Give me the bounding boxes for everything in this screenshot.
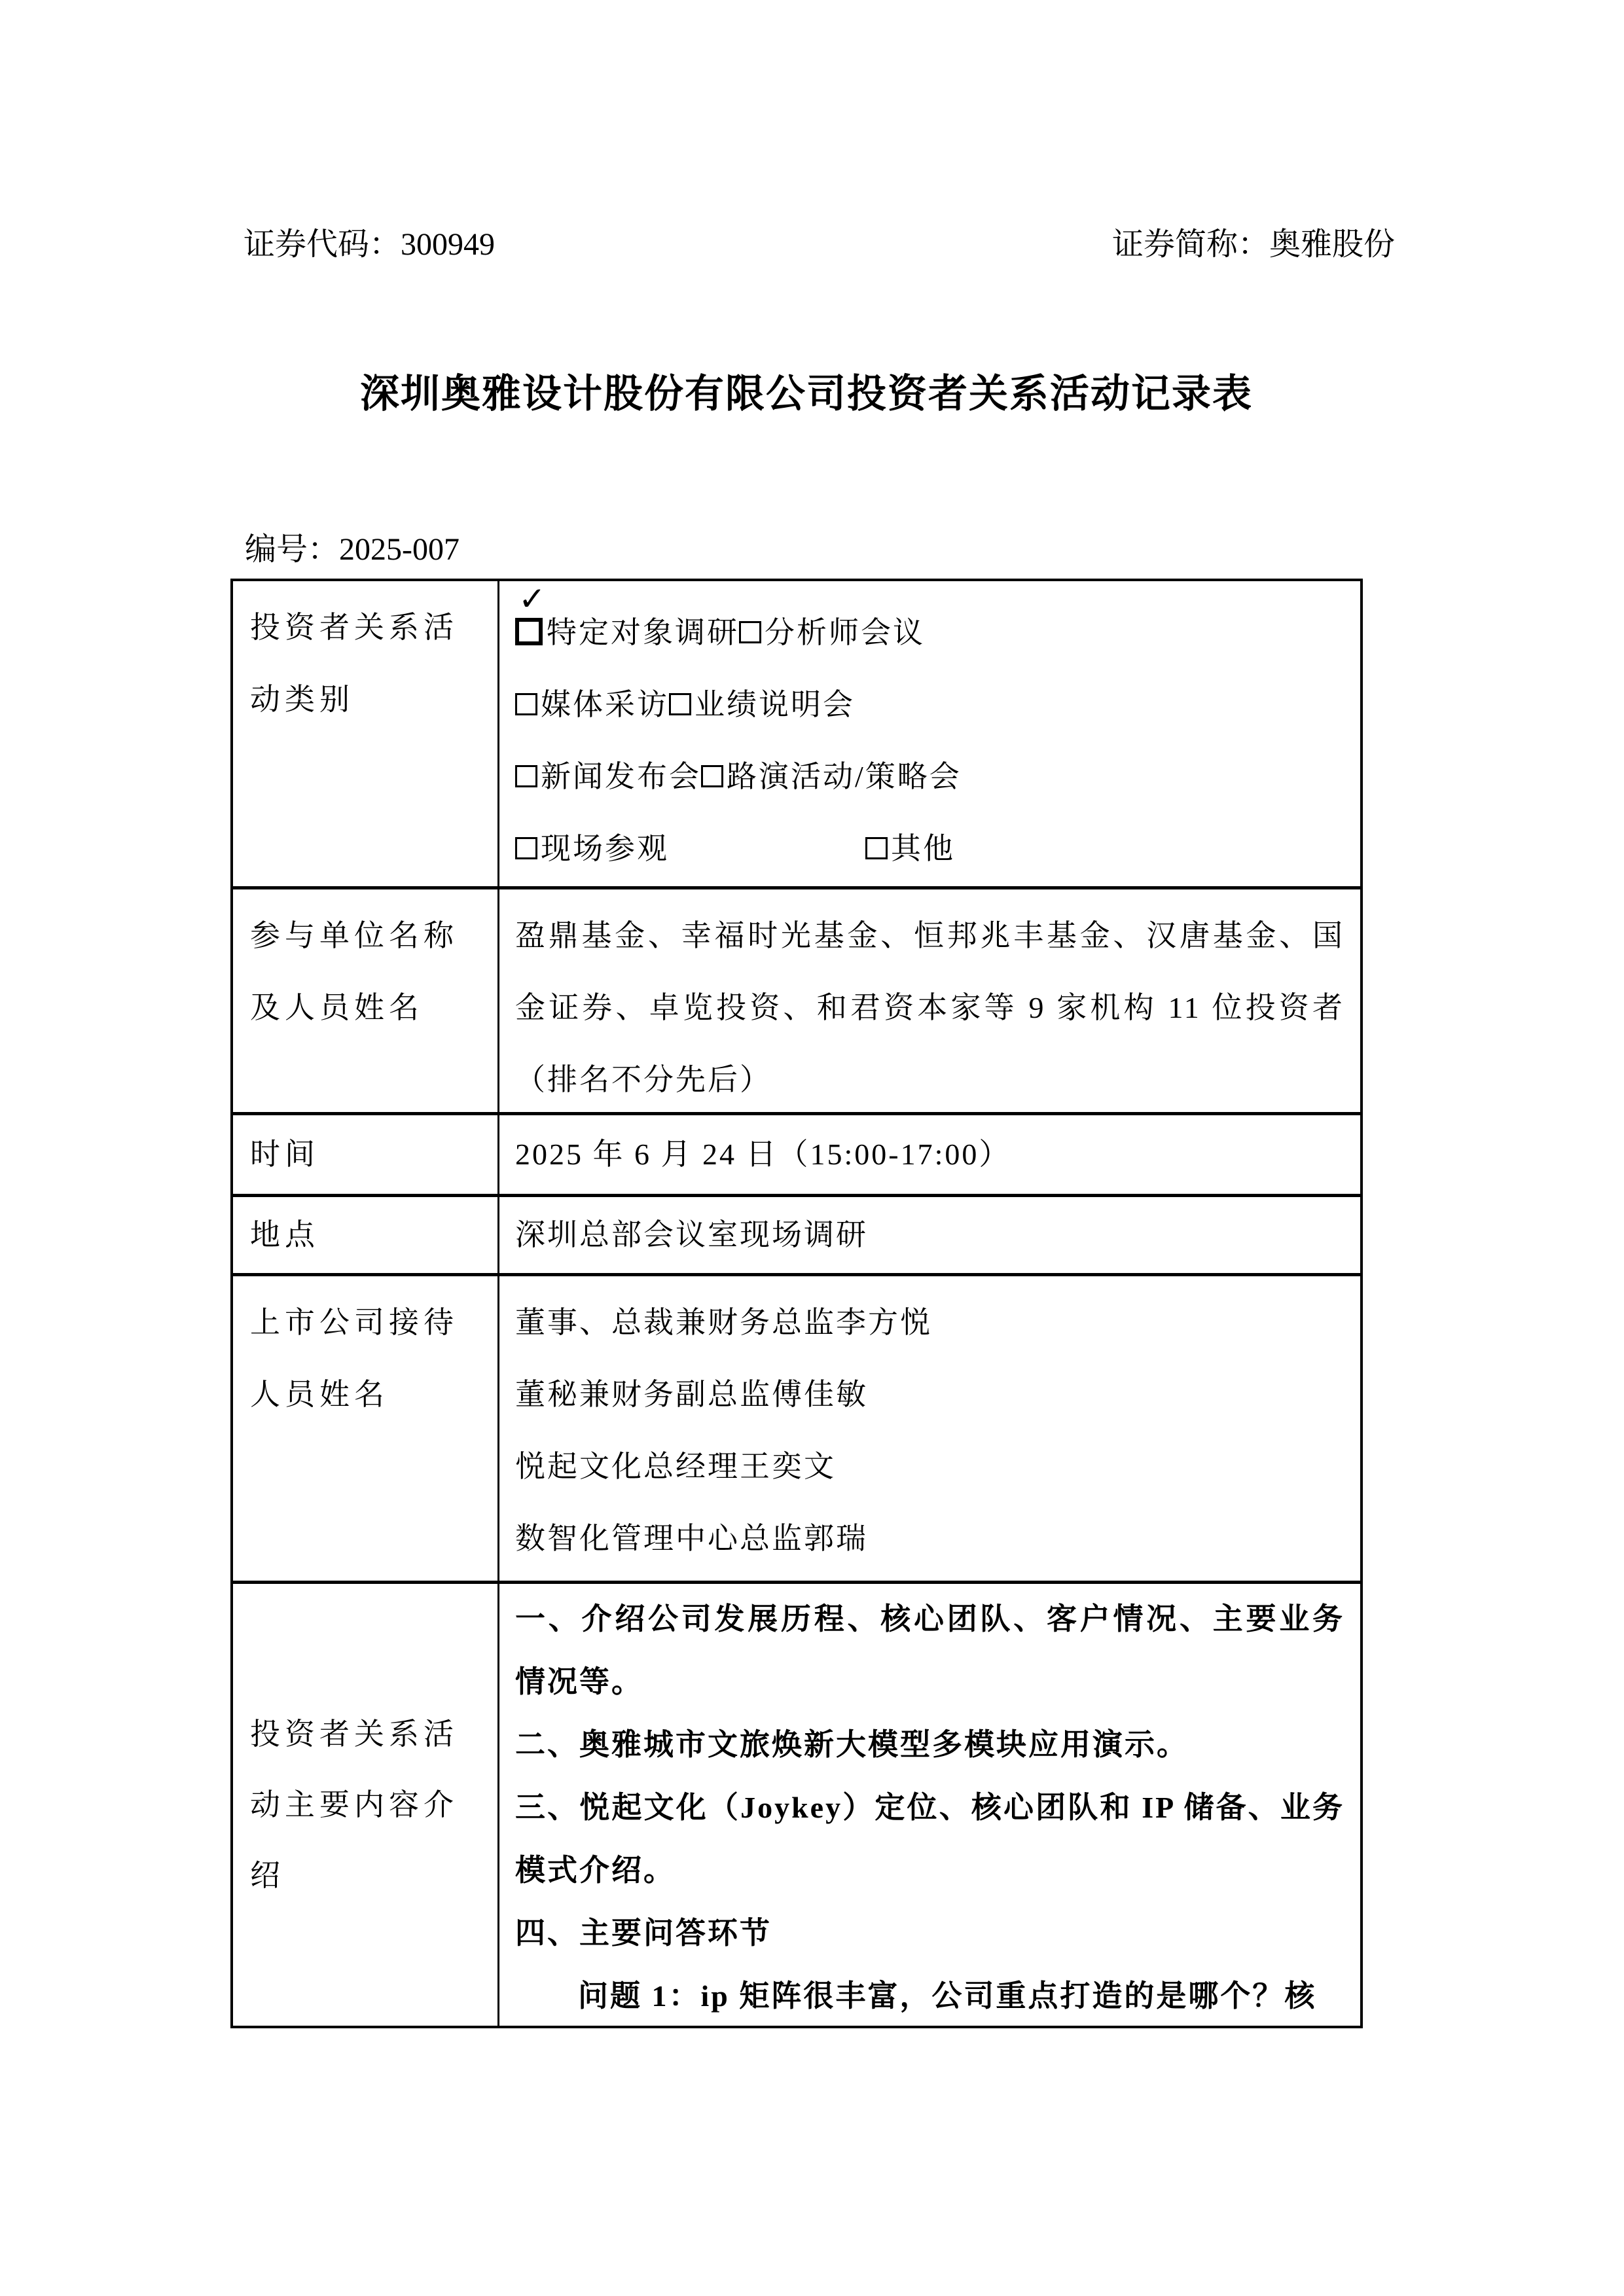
host-line: 董秘兼财务副总监傅佳敏 bbox=[515, 1378, 868, 1411]
activity-type-options bbox=[499, 581, 1360, 886]
checkbox-icon bbox=[739, 621, 761, 643]
time-text: 2025 年 6 月 24 日（15:00-17:00） bbox=[515, 1138, 1011, 1171]
stock-short-name-text: 证券简称：奥雅股份 bbox=[1111, 227, 1395, 262]
qa-paragraph: 问题 1：ip 矩阵很丰富，公司重点打造的是哪个？核 bbox=[578, 1979, 1317, 2013]
row-label: 上市公司接待人员姓名 bbox=[233, 1276, 499, 1581]
investor-relations-table bbox=[230, 579, 1363, 2028]
option-label: 分析师会议 bbox=[765, 616, 925, 649]
option-label: 其他 bbox=[891, 832, 955, 865]
content-paragraph: 四、主要问答环节 bbox=[515, 1916, 772, 1950]
securities-header bbox=[244, 225, 1395, 264]
row-label: 投资者关系活动类别 bbox=[233, 581, 499, 886]
checkbox-icon bbox=[701, 765, 723, 787]
row-label: 参与单位名称及人员姓名 bbox=[233, 889, 499, 1112]
doc-number: 编号：2025-007 bbox=[245, 532, 460, 567]
host-line: 数智化管理中心总监郭瑞 bbox=[515, 1522, 868, 1555]
participants-text: 盈鼎基金、幸福时光基金、恒邦兆丰基金、汉唐基金、国金证券、卓览投资、和君资本家等 9 家机构 11 位投资者（排名不分先后） bbox=[515, 919, 1344, 1096]
page-title: 深圳奥雅设计股份有限公司投资者关系活动记录表 bbox=[360, 372, 1253, 416]
option-line bbox=[515, 813, 1344, 885]
checkbox-icon bbox=[515, 693, 537, 715]
main-content-text bbox=[499, 1584, 1360, 2026]
option-line bbox=[515, 669, 1344, 741]
checkbox-icon bbox=[865, 837, 888, 859]
table-row-participants bbox=[233, 886, 1360, 1112]
content-paragraph: 三、悦起文化（Joykey）定位、核心团队和 IP 储备、业务模式介绍。 bbox=[515, 1791, 1344, 1887]
checkbox-icon bbox=[515, 765, 537, 787]
hosts-list bbox=[499, 1276, 1360, 1581]
host-line: 董事、总裁兼财务总监李方悦 bbox=[515, 1306, 932, 1339]
option-label: 路演活动/策略会 bbox=[727, 760, 962, 793]
option-label: 新闻发布会 bbox=[541, 760, 701, 793]
host-line: 悦起文化总经理王奕文 bbox=[515, 1450, 836, 1483]
content-paragraph: 一、介绍公司发展历程、核心团队、客户情况、主要业务情况等。 bbox=[515, 1602, 1344, 1698]
option-line bbox=[515, 597, 1344, 669]
row-label: 投资者关系活动主要内容介绍 bbox=[233, 1584, 499, 2026]
table-row-activity-type bbox=[233, 581, 1360, 886]
option-line bbox=[515, 741, 1344, 813]
stock-code-text: 证券代码：300949 bbox=[244, 227, 496, 262]
checkbox-icon bbox=[515, 837, 537, 859]
option-label: 媒体采访 bbox=[541, 688, 669, 721]
option-label: 特定对象调研 bbox=[547, 616, 739, 649]
row-label: 地点 bbox=[233, 1197, 499, 1273]
option-label: 现场参观 bbox=[541, 832, 669, 865]
table-row-hosts bbox=[233, 1273, 1360, 1581]
row-label: 时间 bbox=[233, 1115, 499, 1194]
table-row-location bbox=[233, 1194, 1360, 1273]
table-row-time bbox=[233, 1112, 1360, 1194]
location-text: 深圳总部会议室现场调研 bbox=[515, 1218, 868, 1251]
content-paragraph: 二、奥雅城市文旅焕新大模型多模块应用演示。 bbox=[515, 1728, 1189, 1761]
option-label: 业绩说明会 bbox=[695, 688, 855, 721]
checkbox-checked-icon bbox=[515, 618, 543, 645]
table-row-main-content bbox=[233, 1581, 1360, 2026]
checkbox-icon bbox=[669, 693, 691, 715]
